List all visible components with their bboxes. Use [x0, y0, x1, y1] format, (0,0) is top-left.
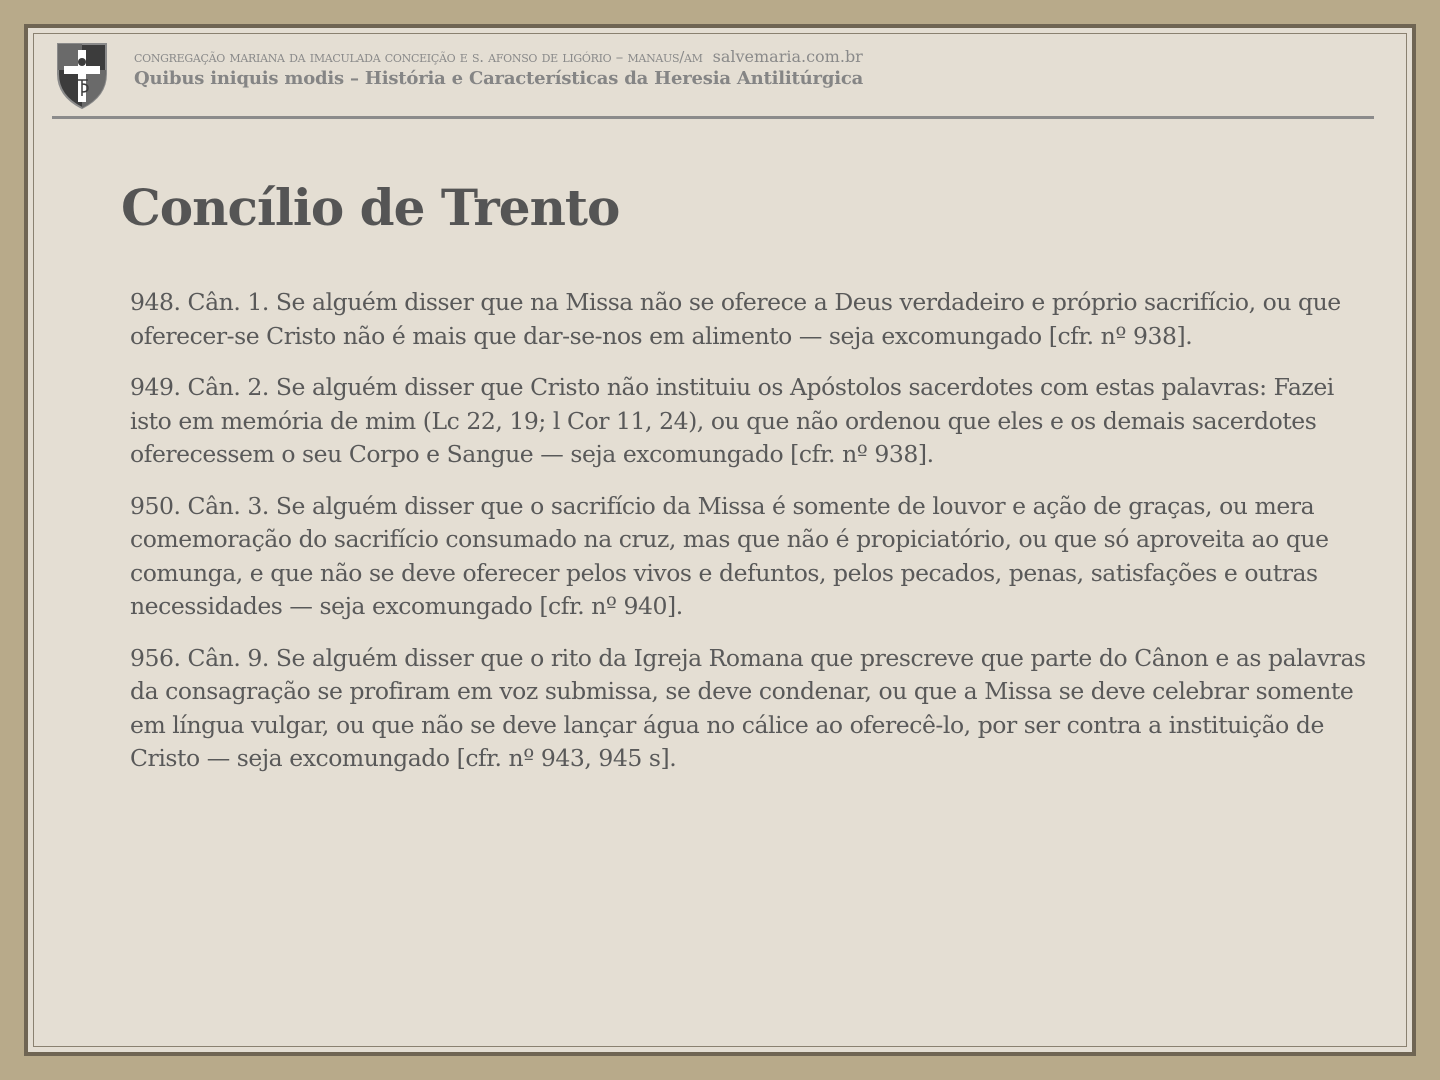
slide-title: Concílio de Trento — [121, 178, 620, 237]
slide-frame — [24, 24, 1416, 1056]
shield-crest-icon — [54, 40, 110, 110]
canon-paragraph-956: 956. Cân. 9. Se alguém disser que o rito da Igreja Romana que prescreve que parte do Cânon e as palavras da consagração se profiram em voz submissa, se deve condenar, ou que a Missa se deve celebrar somente em língua vulgar, ou que não se deve lançar água no cálice ao oferecê-lo, por ser contra a instituição de Cristo — seja excomungado [cfr. nº 943, 945 s]. — [130, 643, 1366, 772]
header-divider — [52, 116, 1374, 119]
slide-body — [130, 286, 1370, 794]
canon-paragraph-950: 950. Cân. 3. Se alguém disser que o sacrifício da Missa é somente de louvor e ação de graças, ou mera comemoração do sacrifício consumado na cruz, mas que não é propiciatório, ou que só aproveita ao que comunga, e que não se deve oferecer pelos vivos e defuntos, pelos pecados, penas, satisfações e outras necessidades — seja excomungado [cfr. nº 940]. — [130, 491, 1329, 620]
organization-header — [134, 47, 863, 66]
presentation-subtitle: Quibus iniquis modis – História e Características da Heresia Antilitúrgica — [134, 68, 864, 89]
organization-name: congregação mariana da imaculada conceição e s. afonso de ligório – manaus/am — [134, 48, 703, 66]
website-link[interactable]: salvemaria.com.br — [712, 47, 863, 66]
canon-paragraph-948: 948. Cân. 1. Se alguém disser que na Missa não se oferece a Deus verdadeiro e próprio sacrifício, ou que oferecer-se Cristo não é mais que dar-se-nos em alimento — seja excomungado [cfr. nº 938]. — [130, 288, 1341, 350]
canon-paragraph-949: 949. Cân. 2. Se alguém disser que Cristo não instituiu os Apóstolos sacerdotes com estas palavras: Fazei isto em memória de mim (Lc 22, 19; l Cor 11, 24), ou que não ordenou que eles e os demais sacerdotes oferecessem o seu Corpo e Sangue — seja excomungado [cfr. nº 938]. — [130, 373, 1334, 468]
